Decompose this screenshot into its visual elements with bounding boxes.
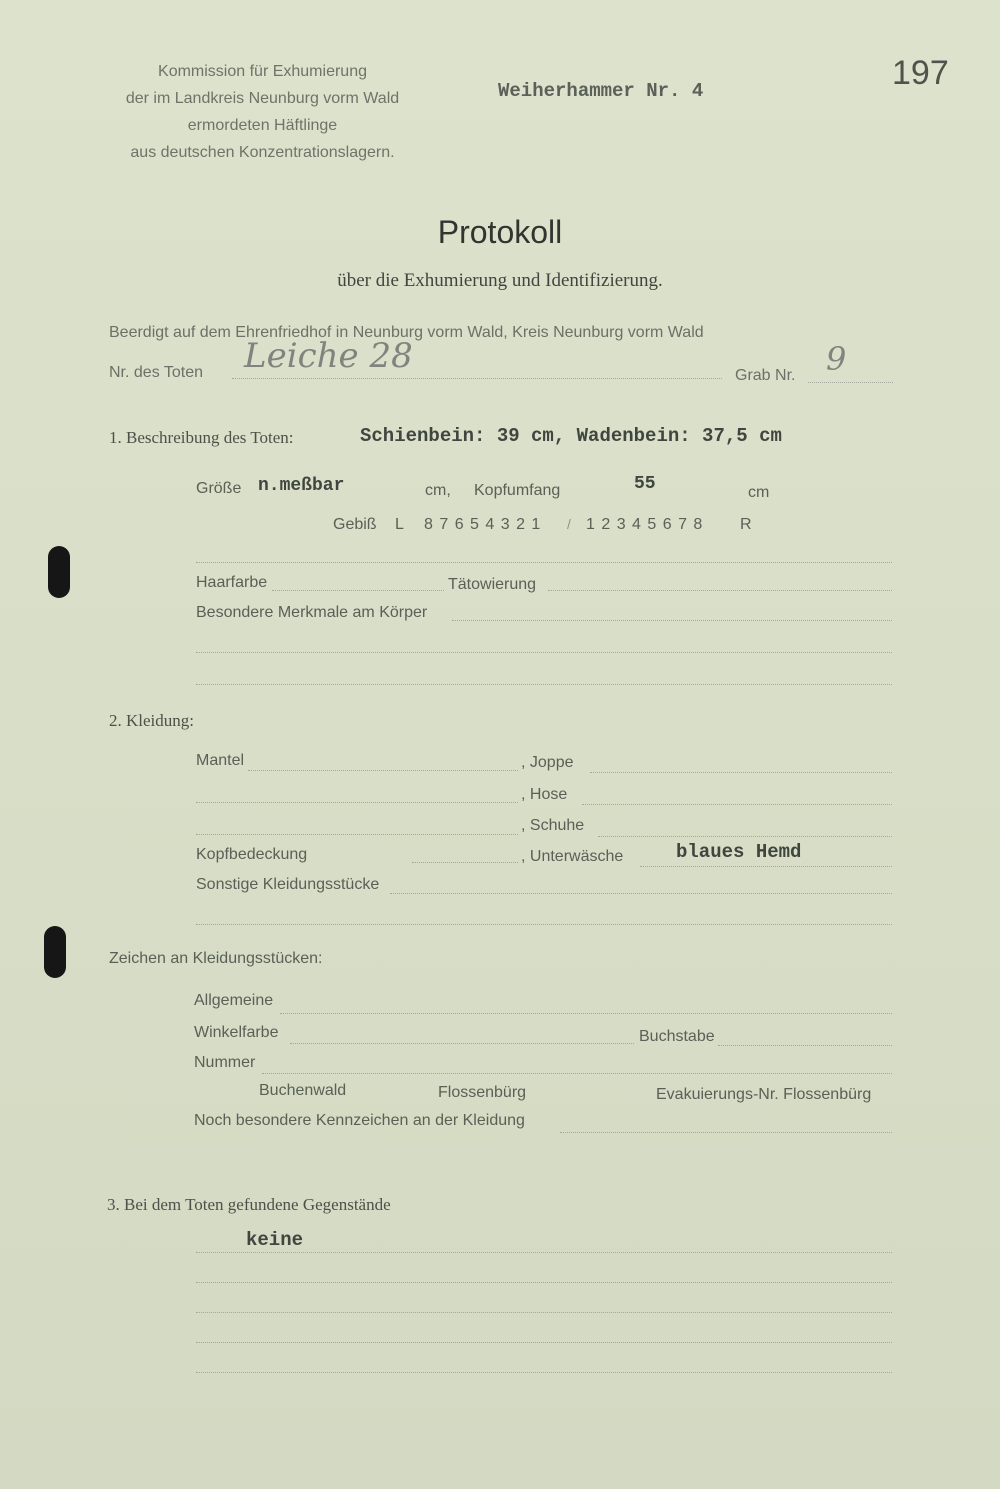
noch-label: Noch besondere Kennzeichen an der Kleidung bbox=[194, 1112, 525, 1129]
size-value: n.meßbar bbox=[258, 476, 345, 496]
commission-line-1: Kommission für Exhumierung bbox=[158, 63, 367, 80]
dead-number-value: Leiche 28 bbox=[244, 336, 413, 376]
teeth-separator: / bbox=[567, 516, 571, 532]
winkel-label: Winkelfarbe bbox=[194, 1024, 279, 1041]
section2-heading: 2. Kleidung: bbox=[109, 711, 194, 730]
teeth-right: 1 2 3 4 5 6 7 8 bbox=[586, 516, 704, 533]
size-label: Größe bbox=[196, 480, 242, 497]
section3-heading: 3. Bei dem Toten gefundene Gegenstände bbox=[107, 1195, 391, 1214]
grave-label: Grab Nr. bbox=[735, 367, 796, 384]
schuhe-label: , Schuhe bbox=[521, 817, 585, 834]
page-number: 197 bbox=[892, 54, 949, 92]
section1-heading: 1. Beschreibung des Toten: bbox=[109, 428, 294, 447]
tattoo-label: Tätowierung bbox=[448, 576, 537, 593]
burial-line: Beerdigt auf dem Ehrenfriedhof in Neunburg vorm Wald, Kreis Neunburg vorm Wald bbox=[109, 324, 704, 341]
unter-value: blaues Hemd bbox=[676, 841, 802, 863]
head-value: 55 bbox=[634, 474, 656, 494]
joppe-label: , Joppe bbox=[521, 754, 574, 771]
head-label: Kopfumfang bbox=[474, 482, 561, 499]
flossenburg-label: Flossenbürg bbox=[438, 1084, 527, 1101]
mantel-label: Mantel bbox=[196, 752, 245, 769]
buchenwald-label: Buchenwald bbox=[259, 1082, 347, 1099]
commission-line-3: ermordeten Häftlinge bbox=[187, 117, 338, 134]
hair-label: Haarfarbe bbox=[196, 574, 268, 591]
commission-line-2: der im Landkreis Neunburg vorm Wald bbox=[125, 90, 400, 107]
section3-value: keine bbox=[246, 1229, 304, 1251]
commission-header bbox=[100, 58, 425, 166]
punch-hole-bottom bbox=[44, 926, 66, 978]
cm-label-1: cm, bbox=[425, 482, 451, 499]
teeth-R: R bbox=[740, 516, 752, 533]
page-subtitle: über die Exhumierung und Identifizierung. bbox=[337, 270, 663, 291]
allgemeine-label: Allgemeine bbox=[194, 992, 274, 1009]
teeth-left: 8 7 6 5 4 3 2 1 bbox=[424, 516, 542, 533]
teeth-L: L bbox=[395, 516, 404, 533]
kopf-label: Kopfbedeckung bbox=[196, 846, 308, 863]
grave-value: 9 bbox=[826, 340, 847, 378]
sonstige-label: Sonstige Kleidungsstücke bbox=[196, 876, 380, 893]
teeth-label: Gebiß bbox=[333, 516, 377, 533]
nummer-label: Nummer bbox=[194, 1054, 256, 1071]
signs-heading: Zeichen an Kleidungsstücken: bbox=[109, 950, 323, 967]
unter-label: , Unterwäsche bbox=[521, 848, 624, 865]
cm-label-2: cm bbox=[748, 484, 770, 501]
section1-typed: Schienbein: 39 cm, Wadenbein: 37,5 cm bbox=[360, 425, 782, 447]
commission-line-4: aus deutschen Konzentrationslagern. bbox=[130, 144, 395, 161]
evak-label: Evakuierungs-Nr. Flossenbürg bbox=[656, 1086, 872, 1103]
hose-label: , Hose bbox=[521, 786, 568, 803]
marks-label: Besondere Merkmale am Körper bbox=[196, 604, 428, 621]
dead-number-label: Nr. des Toten bbox=[109, 364, 203, 381]
location-typed: Weiherhammer Nr. 4 bbox=[498, 80, 704, 102]
page-title: Protokoll bbox=[437, 214, 563, 250]
punch-hole-top bbox=[48, 546, 70, 598]
buchstabe-label: Buchstabe bbox=[639, 1028, 715, 1045]
